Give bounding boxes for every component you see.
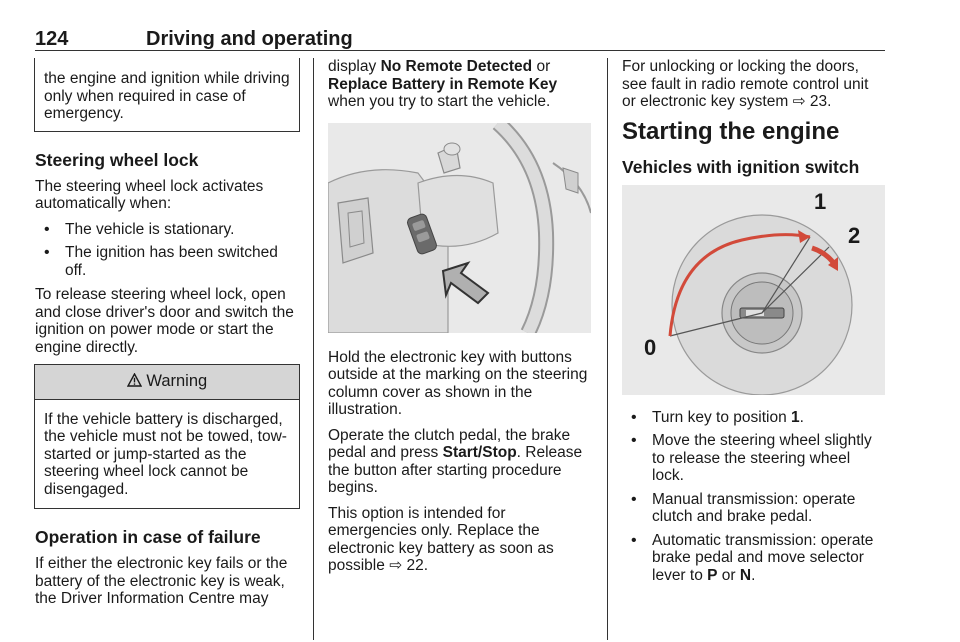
text-span: This option is intended for emergencies only. Replace the electronic key battery as soon as possible xyxy=(328,504,554,574)
text-span: Turn key to position xyxy=(652,408,791,426)
display-message: No Remote Detected xyxy=(380,58,533,75)
text-span: . xyxy=(799,408,804,426)
warning-title: Warning xyxy=(146,372,208,390)
position-0-label: 0 xyxy=(644,334,657,360)
position-2-label: 2 xyxy=(848,222,861,248)
page-number: 124 xyxy=(35,28,69,50)
text-span: For unlocking or locking the doors, see fault in radio remote control unit or electronic key system xyxy=(622,58,869,110)
list-item: • Manual transmission: operate clutch and brake pedal. xyxy=(622,491,886,526)
list-item xyxy=(622,409,886,427)
paragraph xyxy=(328,505,593,575)
start-stop-label: Start/Stop xyxy=(442,444,517,461)
display-message: Replace Battery in Remote Key xyxy=(328,75,558,93)
heading-starting-engine: Starting the engine xyxy=(622,117,840,145)
key-position: 1 xyxy=(791,408,800,426)
page-ref-arrow-icon: ⇨ xyxy=(792,93,806,110)
column-divider xyxy=(607,58,608,640)
page-header xyxy=(35,28,885,50)
text-span: when you try to start the vehicle. xyxy=(328,93,551,110)
ignition-switch-illustration xyxy=(622,185,885,395)
paragraph: The steering wheel lock activates automatically when: xyxy=(35,177,264,212)
page-ref-arrow-icon: ⇨ xyxy=(389,557,403,574)
lock-list xyxy=(35,221,299,280)
text-span: or xyxy=(532,58,551,75)
continued-box xyxy=(34,58,300,132)
paragraph xyxy=(328,58,593,111)
position-1-label: 1 xyxy=(814,188,827,214)
warning-triangle-icon xyxy=(127,372,147,390)
start-steps-list xyxy=(622,409,886,585)
column-1 xyxy=(35,58,299,616)
heading-steering-wheel-lock: Steering wheel lock xyxy=(35,149,199,170)
paragraph xyxy=(328,427,593,497)
column-3 xyxy=(622,58,886,591)
heading-ignition-switch: Vehicles with ignition switch xyxy=(622,156,860,177)
text-span: Automatic transmission: operate brake pedal and move selector lever to xyxy=(652,531,874,584)
text-span: Operate the clutch pedal, the brake pedal and press xyxy=(328,426,571,461)
text-span: or xyxy=(717,566,740,584)
paragraph: If either the electronic key fails or the battery of the electronic key is weak, the Driver Information Centre may xyxy=(35,555,288,607)
page-title: Driving and operating xyxy=(146,28,353,50)
text-span: . xyxy=(751,566,756,584)
heading-operation-failure: Operation in case of failure xyxy=(35,527,261,547)
list-item xyxy=(622,532,886,585)
page-ref[interactable]: 22 xyxy=(406,557,424,574)
warning-text: If the vehicle battery is discharged, the vehicle must not be towed, tow-started or jump-started as the steering wheel lock cannot be disengaged. xyxy=(44,410,287,498)
column-2 xyxy=(328,58,593,583)
gear-position: P xyxy=(707,566,718,584)
paragraph: To release steering wheel lock, open and close driver's door and switch the ignition on power mode or start the engine directly. xyxy=(35,286,294,356)
text-span: . xyxy=(827,93,832,110)
list-item: • The vehicle is stationary. xyxy=(35,221,299,239)
header-rule xyxy=(35,50,885,51)
gear-position: N xyxy=(739,566,752,584)
warning-header xyxy=(35,365,299,400)
text-span: display xyxy=(328,58,381,75)
list-item: • The ignition has been switched off. xyxy=(35,244,299,279)
text-span: . Release the button after starting procedure begins. xyxy=(328,444,583,496)
column-divider xyxy=(313,58,314,640)
steering-column-illustration xyxy=(328,123,591,333)
warning-box xyxy=(34,364,300,509)
text-span: . xyxy=(423,557,429,574)
page-ref[interactable]: 23 xyxy=(809,93,828,110)
paragraph xyxy=(622,58,886,111)
box-text: the engine and ignition while driving only when required in case of emergency. xyxy=(44,70,290,122)
list-item: • Move the steering wheel slightly to release the steering wheel lock. xyxy=(622,432,886,485)
paragraph: Hold the electronic key with buttons outside at the marking on the steering column cover as shown in the illustration. xyxy=(328,348,588,418)
